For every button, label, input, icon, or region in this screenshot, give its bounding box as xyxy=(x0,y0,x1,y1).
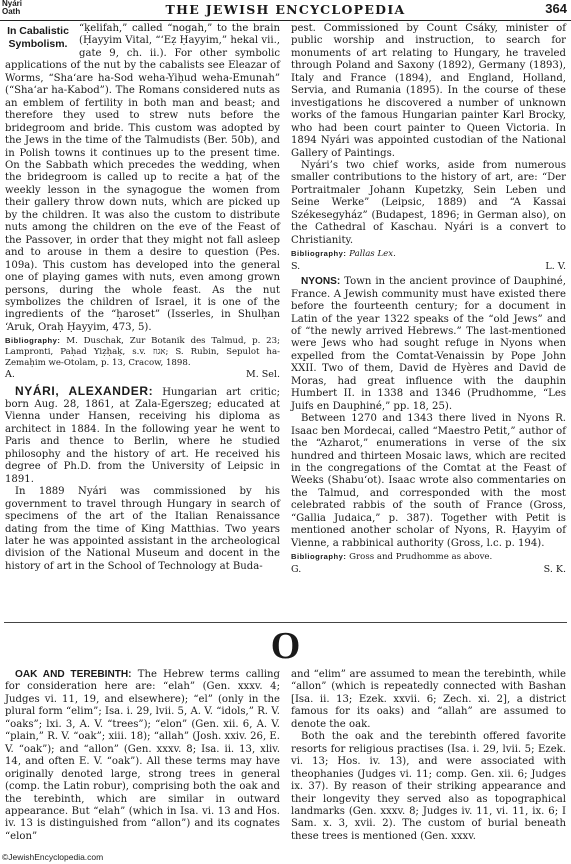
bibliography-label: Bibliography: xyxy=(5,336,61,346)
column-right-bottom xyxy=(291,669,566,843)
column-left-top xyxy=(5,23,280,573)
section-letter: O xyxy=(270,625,301,667)
paragraph-text: Nyári’s two chief works, aside from numerous smaller contributions to the history of art, are: “Der Portraitmaler Johann Kupetzky, Sein Leben und Seine Werke” (Leipsic, 1889) and “A Kassai Székesegyház” (Budapest, 1896; in German also), on the Cathedral of Kaschau. Nyári is a convert to Christianity. xyxy=(291,159,566,246)
entry-paragraph xyxy=(291,23,566,160)
entry-headword: OAK AND TEREBINTH: xyxy=(15,669,132,680)
page-title: THE JEWISH ENCYCLOPEDIA xyxy=(165,2,406,17)
signature-right: M. Sel. xyxy=(246,369,280,381)
bibliography xyxy=(291,552,566,563)
bibliography xyxy=(5,336,280,368)
entry-paragraph xyxy=(291,731,566,843)
paragraph-text: In 1889 Nyári was commissioned by his government to travel through Hungary in search of specimens of the art of the Italian Renaissance dating from the time of King Matthias. Two years later he was appointed assistant in the archeological division of the National Museum and docent in the history of art in the School of Technology at Buda- xyxy=(5,486,280,572)
entry-paragraph xyxy=(291,160,566,247)
copyright-footer: ©JewishEncyclopedia.com xyxy=(2,852,104,862)
entry-headword: NYÁRI, ALEXANDER: xyxy=(15,383,154,398)
signature-left: A. xyxy=(5,369,15,381)
entry-paragraph xyxy=(291,669,566,731)
paragraph-text: “ḳelifah,” called “nogah,” to the brain (Ḥayyim Vital, “‘Eẓ Ḥayyim,” hekal vii., gate 9, ch. ii.). For other symbolic applications of the nut by the cabalists see Eleazar of Worms, “Sha‘are ha-Sod weha-Yiḥud weha-Emunah” (“Sha‘ar ha-Kabod”). The Romans considered nuts as an emblem of fertility in both man and beast; and therefore they used to strew nuts before the bridegroom and bride. This custom was adopted by the Jews in the time of the Talmudists (Ber. 50b), and in Polish towns it continues up to the present time. On the Sabbath which precedes the wedding, when the bridegroom is called up to recite a ḥaṭ of the weekly lesson in the synagogue the women from their gallery throw down nuts, which are picked up by the children. It was also the custom to distribute nuts among the children on the eve of the Feast of the Passover, in order that they might not fall asleep and to arouse in them a desire to question (Pes. 109a). This custom has developed into the general one of playing games with nuts, even among grown persons, during the whole feast. As the nut symbolizes the children of Israel, it is one of the ingredients of the “ḥaroset” (Isserles, in Shulḥan ‘Aruk, Oraḥ Ḥayyim, 473, 5). xyxy=(5,23,280,333)
paragraph-text: The Hebrew terms calling for consideration here are: “elah” (Gen. xxxv. 4; Judges vi. 11, 19, and elsewhere); “el” (only in the plural form “elim”; Isa. i. 29, lvii. 5, A. V. “idols,” R. V. “oaks”; lxi. 3, A. V. “trees”); “elon” (Gen. xii. 6, A. V. “plain,” R. V. “oak”; xiii. 18); “allah” (Josh. xxiv. 26, E. V. “oak”); and “allon” (Gen. xxxv. 8; Isa. ii. 13, xliv. 14, and often E. V. “oak”). All these terms may have originally denoted large, strong trees in general (comp. the Latin robur), comprising both the oak and the terebinth, which are similar in outward appearance. But “elah” (which in Isa. vi. 13 and Hos. iv. 13 is distinguished from “allon”) and its cognates “elon” xyxy=(5,669,281,842)
paragraph-text: pest. Commissioned by Count Csáky, minister of public worship and instruction, to search for monuments of art relating to Hungary, he traveled through Poland and Saxony (1892), Germany (1893), Italy and France (1894), and England, Holland, Servia, and Rumania (1895). In the course of these investigations he discovered a number of unknown works of the famous Hungarian painter Karl Brocky, who had been court painter to Queen Victoria. In 1894 Nyári was appointed custodian of the National Gallery of Paintings. xyxy=(291,23,566,159)
author-signature xyxy=(291,564,566,576)
signature-left: G. xyxy=(291,563,302,575)
column-left-bottom xyxy=(5,669,280,843)
author-signature xyxy=(291,261,566,273)
bibliography-text: Gross and Prudhomme as above. xyxy=(349,552,493,563)
paragraph-text: Between 1270 and 1343 there lived in Nyons R. Isaac ben Mordecai, called “Maestro Petit,” author of the “Azharot,” enumerations in verse of the six hundred and thirteen Mosaic laws, which are recited in the congregations of the Comtat at the Feast of Weeks (Shabu‘ot). Isaac wrote also commentaries on the Talmud, and corresponded with the most celebrated rabbis of the south of France (Gross, “Gallia Judaica,” p. 387). Together with Petit is mentioned another scholar of Nyons, R. Ḥayyim of Vienne, a rabbinical authority (Gross, l.c. p. 194). xyxy=(291,413,566,549)
signature-left: S. xyxy=(291,260,301,272)
running-head-line1: Nyári xyxy=(2,0,23,8)
entry-headword: NYONS: xyxy=(301,276,341,288)
paragraph-text: Both the oak and the terebinth offered favorite resorts for religious practises (Isa. i. 29, lvii. 5; Ezek. vi. 13; Hos. iv. 13), and were associated with theophanies (Judges vi. 11; comp. Gen. xii. 6; Judges ix. 37). By reason of their striking appearance and their longevity they served also as topographical landmarks (Gen. xxxv. 8; Judges iv. 11, vi. 11, ix. 6; I Sam. x. 3, xvii. 2). The custom of burial beneath these trees is mentioned (Gen. xxxv. xyxy=(291,731,566,842)
article-paragraph xyxy=(5,23,280,334)
entry-paragraph xyxy=(5,669,280,843)
bibliography xyxy=(291,249,566,260)
signature-right: S. K. xyxy=(543,563,566,575)
bibliography-label: Bibliography: xyxy=(291,552,347,562)
signature-right: L. V. xyxy=(545,260,566,272)
entry-paragraph xyxy=(291,276,566,413)
bibliography-text: Pallas Lex. xyxy=(349,249,396,260)
page-header xyxy=(0,0,571,21)
author-signature xyxy=(5,369,280,381)
margin-heading: In Cabalistic Symbolism. xyxy=(7,25,69,50)
entry-paragraph xyxy=(5,385,280,487)
section-divider xyxy=(4,622,567,623)
entry-paragraph xyxy=(5,486,280,573)
paragraph-text: Town in the ancient province of Dauphiné, France. A Jewish community must have existed there before the fourteenth century; for a document in Latin of the year 1322 speaks of the “old Jews” and of “the newly arrived Hebrews.” The last-mentioned were Jews who had sought refuge in Nyons when expelled from the Comtat-Venaissin by Pope John XXII. Two of them, David de Hyères and David de Moras, had great influence with the dauphin Humbert II. in 1338 and 1346 (Prudhomme, “Les Juifs en Dauphiné,” pp. 18, 25). xyxy=(291,276,566,412)
page-number: 364 xyxy=(545,1,567,16)
paragraph-text: and “elim” are assumed to mean the terebinth, while “allon” (which is repeatedly connected with Bashan [Isa. ii. 13; Ezek. xxvii. 6; Zech. xi. 2], a district famous for its oaks) and “allah” are assumed to denote the oak. xyxy=(291,669,566,730)
column-right-top xyxy=(291,23,566,579)
paragraph-text: Hungarian art critic; born Aug. 28, 1861, at Zala-Egerszeg; educated at Vienna under Hansen, receiving his diploma as architect in 1884. In the following year he went to Paris and thence to Berlin, where he studied philosophy and the history of art. He received his degree of Ph.D. from the University of Leipsic in 1891. xyxy=(5,386,280,485)
bibliography-label: Bibliography: xyxy=(291,249,347,259)
bibliography-text: M. Duschak, Zur Botanik des Talmud, p. 23; Lampronti, Paḥad Yiẓḥaḳ, s.v. אגוז; S. Rubin, Sepulot ha-Zemaḥim we-Otolam, p. 13, Cracow, 1898. xyxy=(5,336,281,368)
running-head-line2: Oath xyxy=(2,7,21,16)
entry-paragraph xyxy=(291,413,566,550)
